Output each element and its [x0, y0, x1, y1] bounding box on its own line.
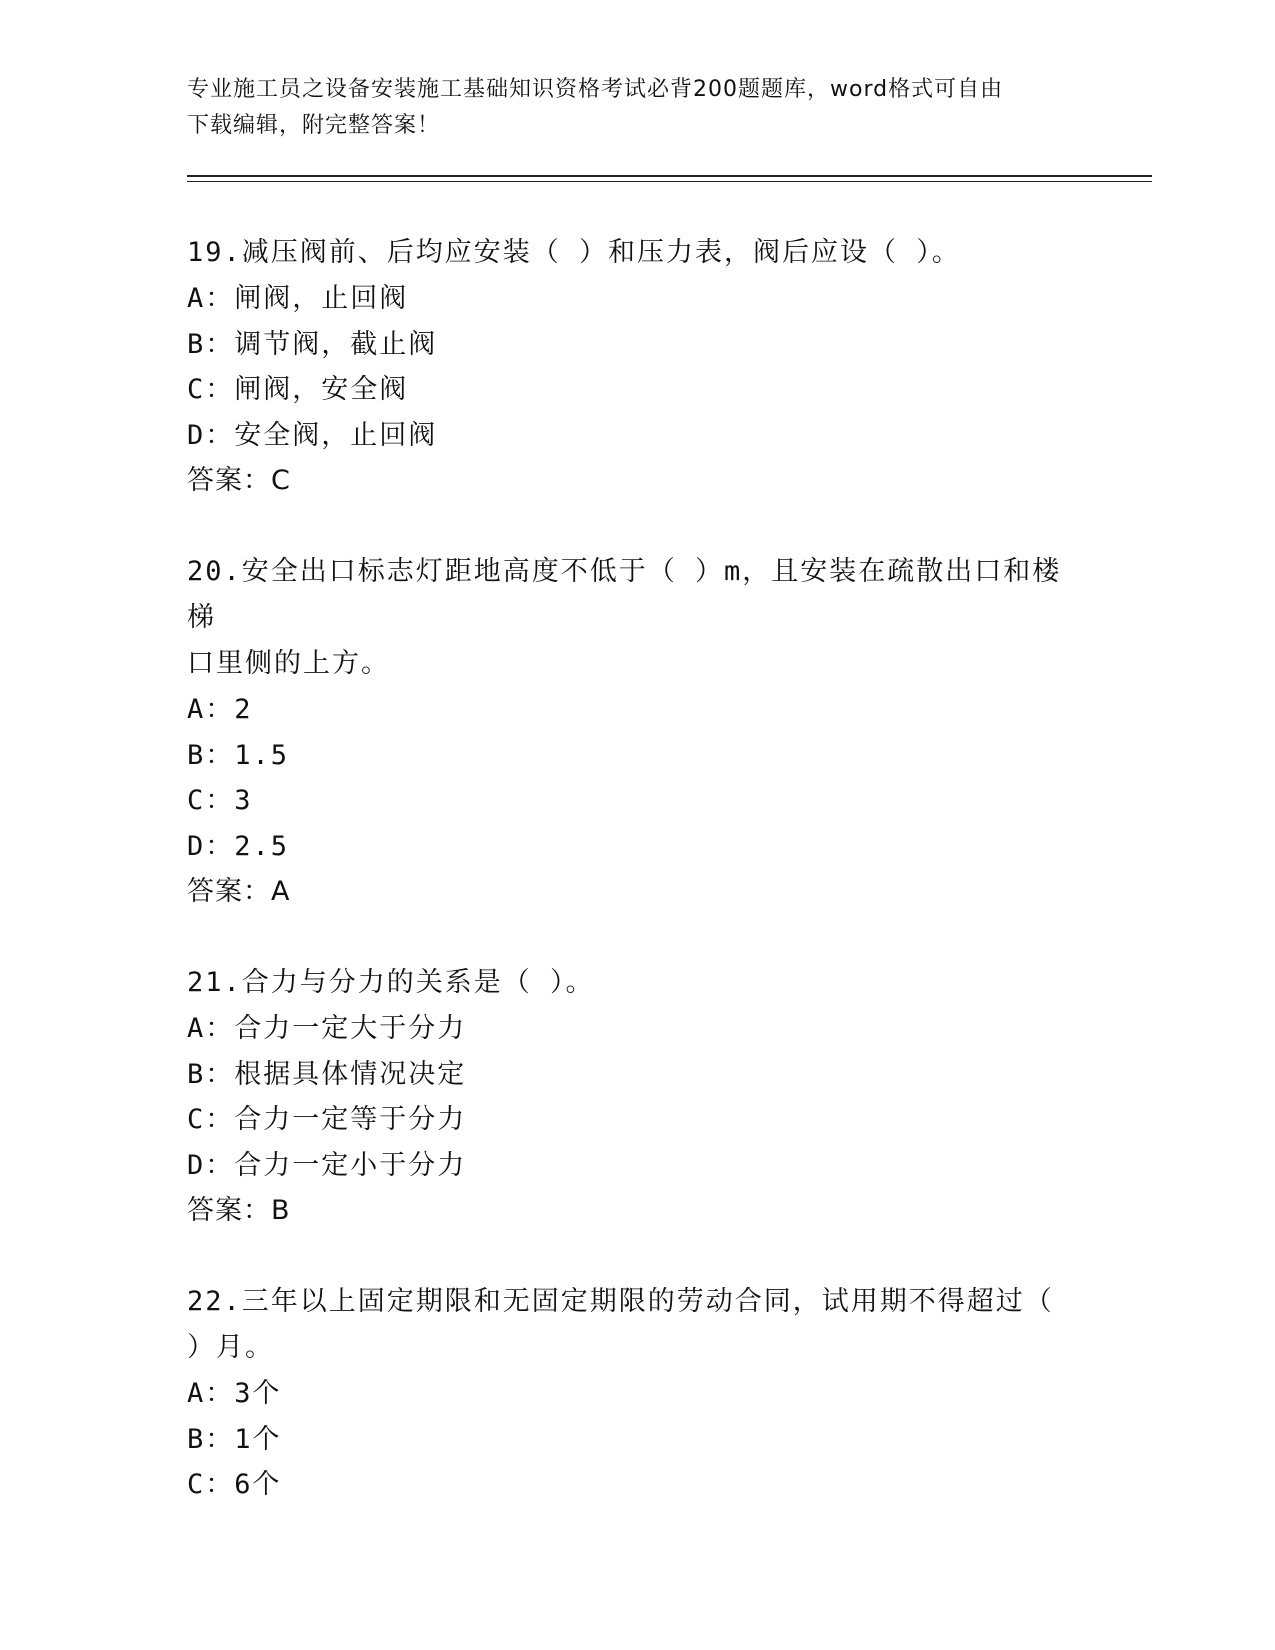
option-a: A：合力一定大于分力	[187, 1013, 467, 1044]
question-text-continued: 口里侧的上方。	[187, 648, 390, 679]
option-d: D：安全阀，止回阀	[187, 419, 438, 451]
header-divider-top	[187, 175, 1152, 177]
question-text: 21.合力与分力的关系是（ ）。	[187, 967, 595, 998]
option-c: C：合力一定等于分力	[187, 1104, 467, 1135]
option-b: B：调节阀，截止阀	[187, 328, 438, 360]
option-d: D：2.5	[187, 830, 290, 862]
question-21	[187, 960, 1087, 1234]
question-text-continued: ）月。	[187, 1332, 274, 1363]
answer-line: 答案：C	[187, 465, 291, 496]
question-22	[187, 1279, 1087, 1508]
option-c: C：3	[187, 785, 253, 816]
question-20	[187, 549, 1087, 915]
option-c: C：闸阀，安全阀	[187, 374, 409, 405]
option-d: D：合力一定小于分力	[187, 1149, 467, 1181]
header-title-line-1: 专业施工员之设备安装施工基础知识资格考试必背200题题库，word格式可自由	[187, 77, 1004, 102]
header-title-line-2: 下载编辑，附完整答案！	[187, 113, 441, 138]
document-header	[187, 72, 1077, 144]
option-c: C：6个	[187, 1469, 282, 1500]
option-b: B：根据具体情况决定	[187, 1058, 467, 1090]
option-b: B：1.5	[187, 739, 290, 771]
question-text: 22.三年以上固定期限和无固定期限的劳动合同，试用期不得超过（	[187, 1286, 1054, 1317]
option-a: A：闸阀，止回阀	[187, 283, 409, 314]
question-text: 19.减压阀前、后均应安装（ ）和压力表，阀后应设（ ）。	[187, 237, 961, 268]
question-19	[187, 230, 1087, 504]
answer-line: 答案：A	[187, 876, 291, 907]
answer-line: 答案：B	[187, 1195, 291, 1226]
question-list	[187, 230, 1087, 1508]
option-a: A：2	[187, 694, 253, 725]
option-b: B：1个	[187, 1423, 282, 1455]
question-text: 20.安全出口标志灯距地高度不低于（ ）m，且安装在疏散出口和楼梯	[187, 556, 1062, 633]
header-divider-bottom	[187, 181, 1152, 182]
option-a: A：3个	[187, 1378, 282, 1409]
